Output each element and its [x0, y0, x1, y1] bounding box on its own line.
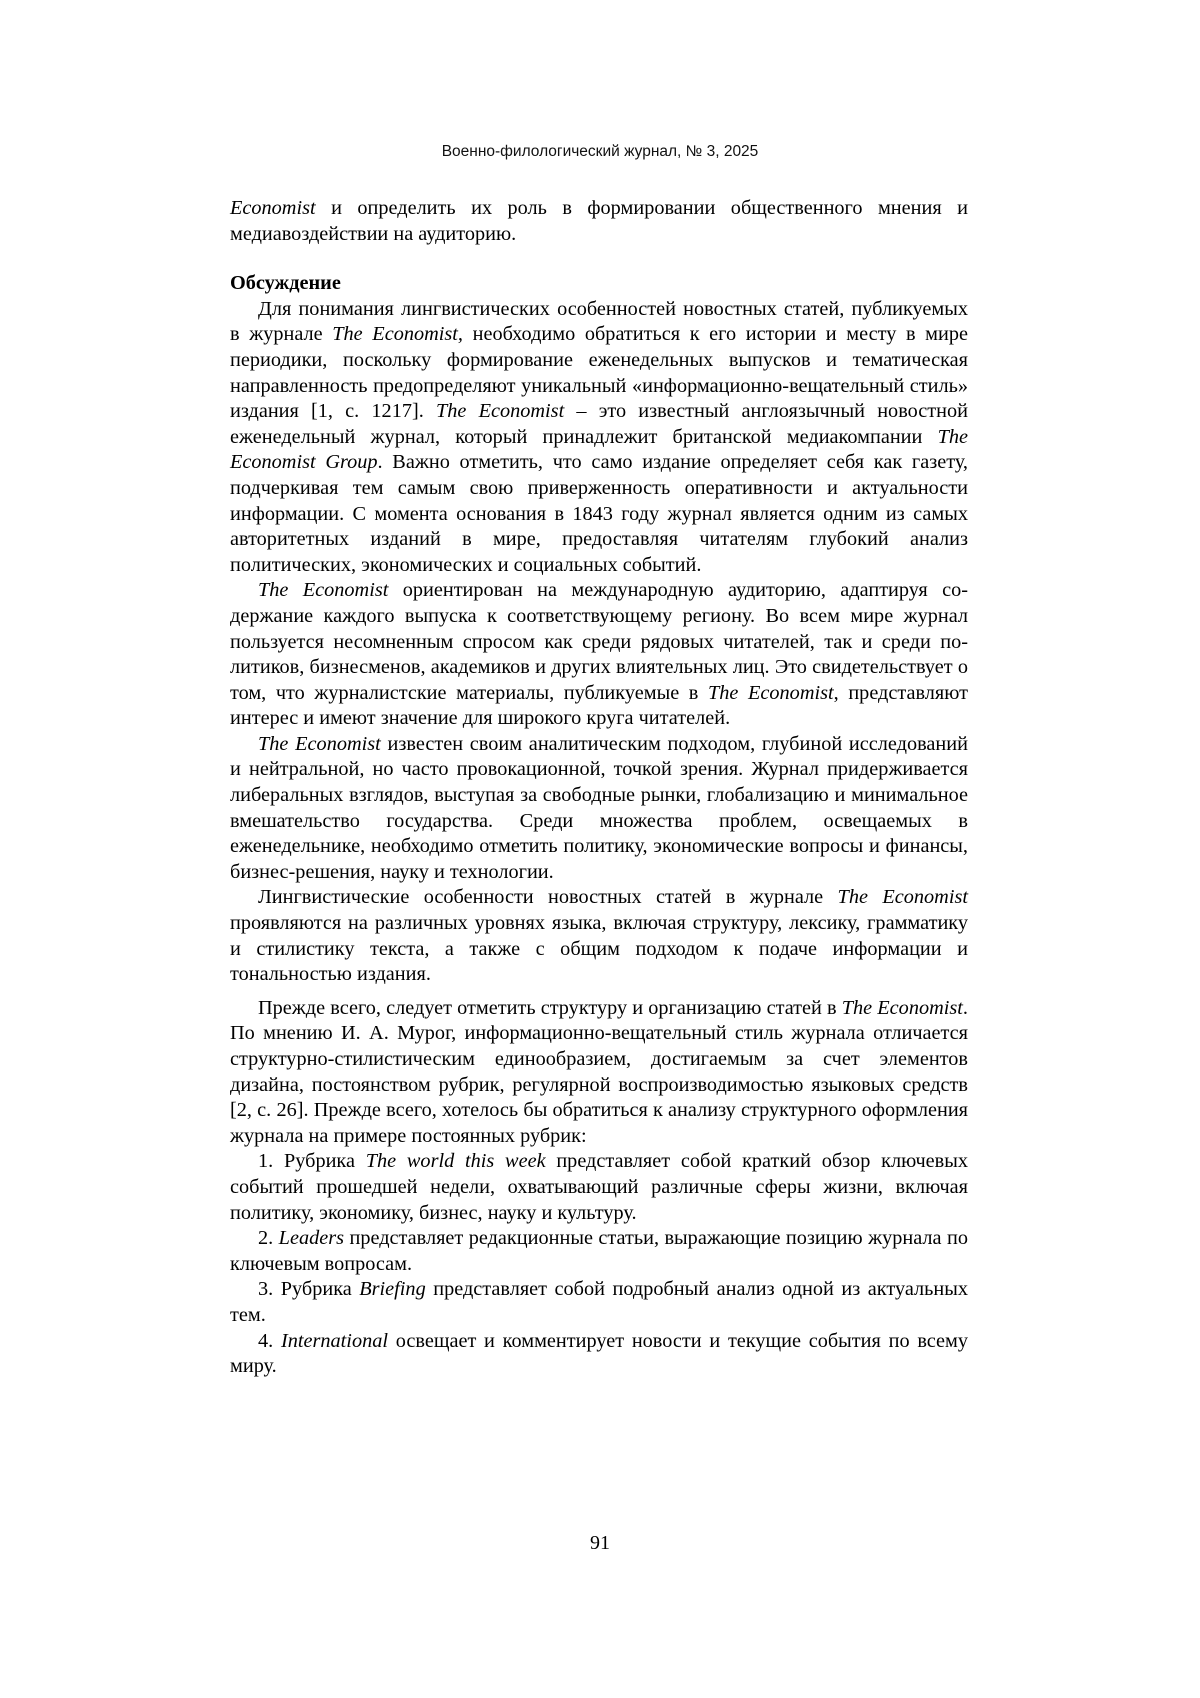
intro-text-1: и определить их роль в формировании общественного мнения и медиавоздействии на аудиторию. — [230, 197, 968, 245]
list-item-text-2: представляет редакционные статьи, выражающие позицию журнала по ключевым вопросам. — [230, 1227, 968, 1275]
p5-text-1: Прежде всего, следует отметить структуру и организацию статей в — [258, 996, 842, 1019]
paragraph-1 — [230, 297, 968, 579]
list-item — [230, 1149, 968, 1226]
list-item — [230, 1329, 968, 1380]
list-item-text-1: Рубрика — [273, 1150, 366, 1173]
list-item-text-1: Рубрика — [273, 1278, 360, 1301]
list-item-text-2: освещает и комментирует новости и текущие события по всему миру. — [230, 1329, 969, 1378]
p5-text-2: . По мнению И. А. Мурог, информационно-вещательный стиль журнала отличается структурно-стилистическим единообразием, достигаемым за счет элементов дизайна, постоянством рубрик, регулярной воспроизводимостью языковых средств [2, с. 26]. Прежде всего, хотелось бы обратиться к анализу структурного оформления журнала на примере постоянных рубрик: — [230, 996, 968, 1147]
p2-italic-2: The Economist — [707, 681, 834, 704]
p2-text-2: , представляют интерес и имеют значение для широкого круга читателей. — [230, 681, 968, 730]
p1-italic-2: The Economist — [435, 400, 565, 423]
p1-text-4: . Важно отметить, что само издание определяет себя как газету, подчеркивая тем самым свою приверженность оперативности и актуальности информации. С момента основания в 1843 году журнал является одним из самых авторитетных изданий в мире, предоставляя читателям глубокий анализ политических, экономических и социальных событий. — [230, 451, 968, 576]
p1-text-1: Для понимания лингвистических особенностей новостных статей, публикуемых в журнале — [230, 297, 968, 346]
list-item-italic: Briefing — [359, 1278, 426, 1301]
p2-text-1: ориентирован на международную аудиторию, адаптируя содержание каждого выпуска к соответствующему региону. Во всем мире журнал пользуется несомненным спросом как среди рядовых читателей, так и среди политиков, бизнесменов, академиков и других влиятельных лиц. Это свидетельствует о том, что журналистские материалы, публикуемые в — [230, 579, 968, 704]
p4-text-1: Лингвистические особенности новостных статей в журнале — [258, 886, 838, 909]
p3-italic-1: The Economist — [258, 732, 381, 755]
list-item-number: 4. — [258, 1329, 274, 1352]
p1-italic-3: The Economist Group — [230, 425, 968, 474]
p1-text-2: необходимо обратиться к его истории и месту в мире периодики, поскольку формирование еженедельных выпусков и тематическая направленность предопределяют уникальный «информационно-вещательный стиль» издания [1, с. 1217]. — [230, 323, 968, 423]
intro-italic-1: Economist — [230, 197, 316, 219]
list-item-number: 2. — [258, 1227, 274, 1250]
list-item-text-2: представляет собой подробный анализ одной из актуальных тем. — [230, 1278, 969, 1326]
list-item-italic: Leaders — [278, 1227, 345, 1250]
list-item — [230, 1277, 968, 1328]
paragraph-5 — [230, 996, 968, 1150]
running-head: Военно-филологический журнал, № 3, 2025 — [441, 143, 759, 160]
p1-text-3: – это известный англоязычный новостной еженедельный журнал, который принадлежит британской медиакомпании — [230, 400, 968, 448]
paragraph-3 — [230, 732, 968, 886]
list-item-italic: International — [280, 1329, 388, 1352]
list-item-number: 1. — [258, 1150, 274, 1173]
list-item-text-1 — [273, 1330, 281, 1352]
list-item-number: 3. — [258, 1278, 274, 1301]
page-number: 91 — [590, 1532, 610, 1554]
section-heading: Обсуждение — [230, 272, 341, 295]
article-body — [230, 196, 968, 1380]
list-item-italic: The world this week — [365, 1150, 546, 1173]
p4-text-2: проявляются на различных уровнях языка, включая структуру, лексику, грамматику и стилистику текста, а также с общим подходом к подаче информации и тональностью издания. — [230, 912, 968, 986]
p5-italic-1: The Economist — [841, 996, 963, 1019]
list-item — [230, 1226, 968, 1277]
p3-text-1: известен своим аналитическим подходом, глубиной исследований и нейтральной, но часто провокационной, точкой зрения. Журнал придерживается либеральных взглядов, выступая за свободные рынки, глобализацию и минимальное вмешательство государства. Среди множества проблем, освещаемых в еженедельнике, необходимо отметить политику, экономические вопросы и финансы, бизнес-решения, науку и технологии. — [230, 732, 968, 883]
p1-italic-1: The Economist, — [332, 323, 463, 346]
intro-paragraph — [230, 196, 968, 247]
paragraph-4 — [230, 885, 968, 987]
list-item-text-2: представляет собой краткий обзор ключевых событий прошедшей недели, охватывающий различные сферы жизни, включая политику, экономику, бизнес, науку и культуру. — [230, 1150, 968, 1224]
p4-italic-1: The Economist — [837, 886, 968, 909]
p2-italic-1: The Economist — [258, 579, 389, 602]
paragraph-2 — [230, 578, 968, 732]
